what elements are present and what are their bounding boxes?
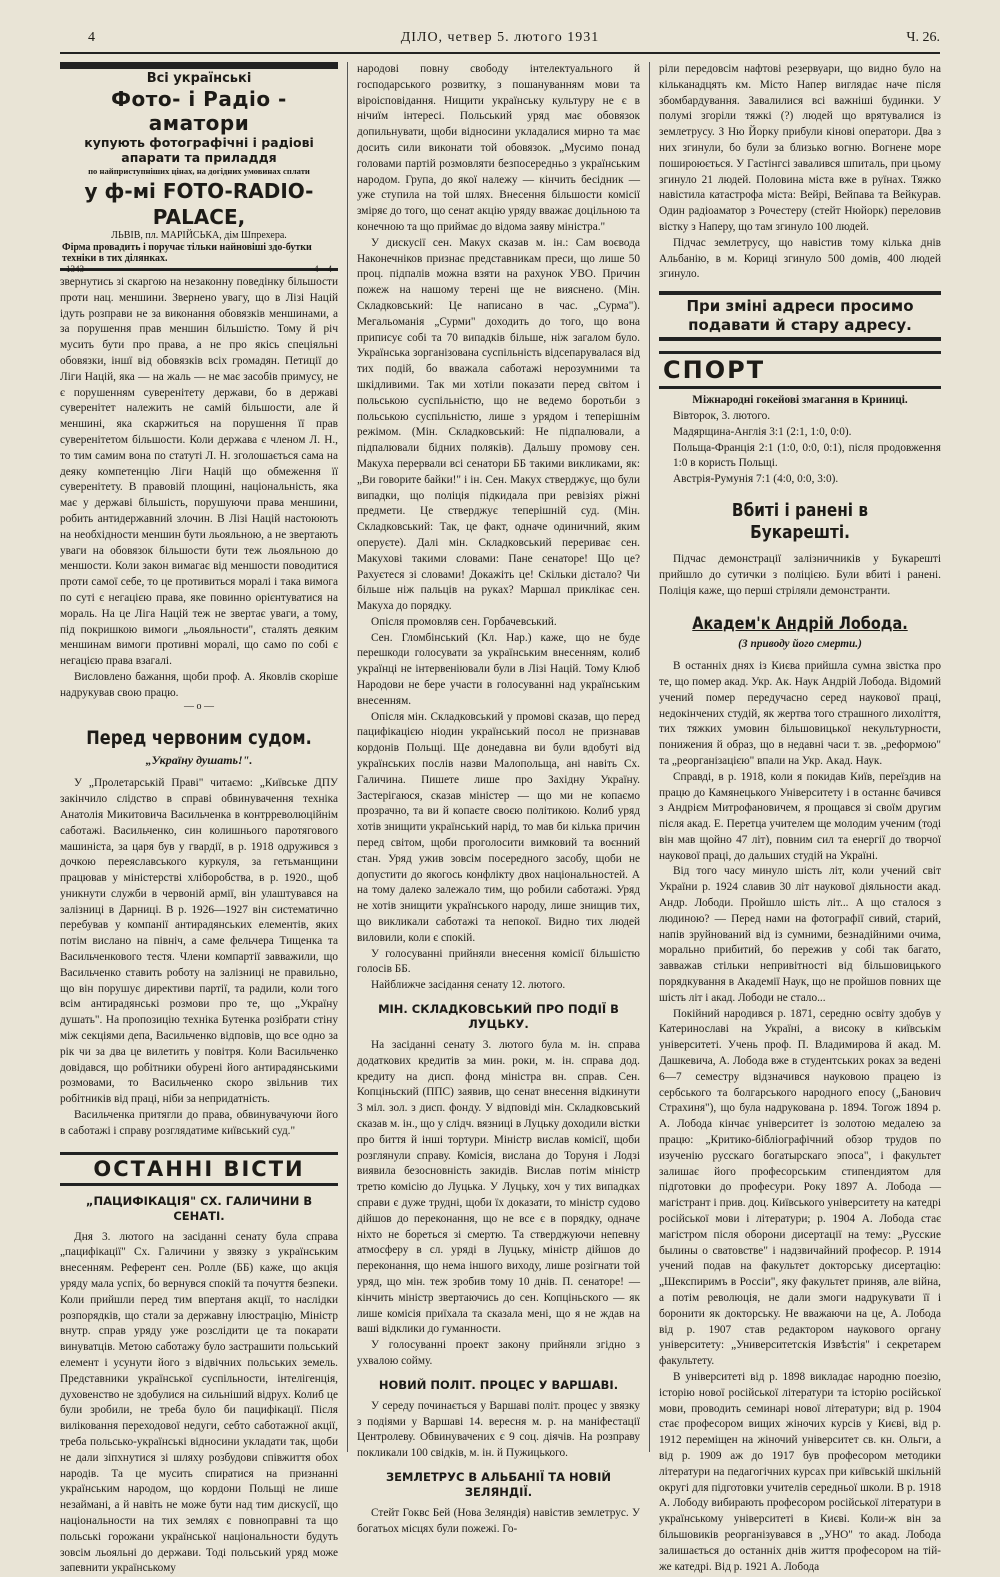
article-paragraph: У „Пролетарській Праві" читаємо: „Київське ДПУ закінчило слідство в справі обвинувачення техніка Анатолія Микитовича Васильченка в контрреволюційнім саботажі. Васильченко, син колишнього паротягового машиніста, за царя був у гвардії, в р. 1918 одружився з дочкою переяславського куркуля, за гетьманщини працював у міністерстві хліборобства, в р. 1920., щоб уникнути служби в червоній армії, він улаштувався на залізниці в Дарниці. В р. 1926—1927 він систематично перебував у компанії антирадянських елементів, яких потім виcлано на північ, а саме фельчера Тищенка та Васильченкового тестя. Члени компартії завважили, що Васильченко ставить роботу на залізниці не правильно, що він порушує директиви партії, та радили, коли того всім антирадянські розмови про те, що „Україну душать". На пропозицію техніка Бутенка розібрати стіну між секціями депа, Васильченко відповів, що все одно за рік чи за два це вилетить у повітря. Коли Васильченко довідався, що робітники обурені його антирадянськими розмовами, то Васильченко скоро звільнив тих робітників від праці, ніби за непридатність. <box>60 777 338 1106</box>
article-paragraph: Опісля промовляв сен. Горбачевський. <box>371 615 557 628</box>
column-2 <box>357 62 640 1535</box>
article-paragraph: Опісля мін. Складковський у промові сказав, що перед пацифікацією ніодин український посол не признавав кордонів Польщі. Ще донедавна ви були вдобуті від українських послів назви Малопольща, ані навіть Сх. Галичина. Пишете лише про Західну Україну. Застерігаюся, сказав міністер — що ми не копаємо прозрачно, та ви й копаєте своєю політикою. Колиб уряд хотів знищити український нарід, то мав би кілька причин перед світом, щоби проголосити вимковий та воєнний стан. Уряд ужив зовсім посередного засобу, щоби не допустити до якогось конфлікту двох національностей. А на тому далеко залежало тим, що робили саботажі. Уряд не хотів знищити українського народу, лише знищив тих, що викликали саботажі та непокої. Видно тих людей виловили, коли є спокій. <box>357 710 640 944</box>
column-1 <box>60 62 338 1575</box>
article-paragraph: Стейт Гоквс Бей (Нова Зеляндія) навістив землетрус. У богатьох місцях були пожежі. Го- <box>357 1506 640 1535</box>
article-paragraph: Дня 3. лютого на засіданні сенату була справа „пацифікації" Сх. Галичини у звязку з українським внесенням. Референт сен. Ролле (ББ) каже, що акція уряду мала успіх, бо вернувся спокій та почуття безпеки. Коли прийшли перед тим впертаня акції, то наслідки розпорядків, що стали за державну ілюстрацію, Міністр внутр. справ уряду уже розслідити це та покарати винуватців. Метою саботажу було застрашити польський елемент і усунути його з відвічних польських земель. Представники української суспільности, інтелігенція, духовенство не здобулися на сильніший відрух. Колиб це були зробили, не треба було би пацифікації. Після виліковання переходової недуги, себто саботажної акції, треба польсько-українські відносини укладати так, щоби не дали зіпхнутися зі шляху розбудови співжиття обох народів. Та це мусить спиратися на признанні українським народом, що кордони Польщі не лише незаймані, а й навіть не може бути над тим дискусії, що національности на тих землях є повноправні та що польські горожани української національности будуть зовсім льояльні до держави. Тоді польський уряд може запевнити українському <box>60 1230 338 1575</box>
article-paragraph: Підчас землетрусу, що навістив тому кілька днів Альбанію, в м. Кориці згинуло 500 домів, 400 людей згинуло. <box>659 236 941 281</box>
column-divider <box>649 62 650 1452</box>
section-heading: СПОРТ <box>659 351 941 389</box>
article-headline: „ПАЦИФІКАЦІЯ" СХ. ГАЛИЧИНИ В СЕНАТІ. <box>85 1193 313 1223</box>
ad-number: 4—4 <box>314 264 332 274</box>
article-paragraph: Покійний народився р. 1871, середню освіту здобув у Катеринославі на Україні, а високу в київськім університеті. Учень проф. П. Владимирова й акад. М. Дашкевича, А. Лобода вже в студентських роках за ведені 6—7 семестру відзначився науковою працею із сербського та болгарського народного епосу („Банович Страхиня"), що була надрукована р. 1894. Тогож 1894 р. А. Лобода кінчає університет із золотою медалею за працю: „Критико-бібліографічний обзор трудов по изученію русскаго богатырскаго эпоса", і факультет залишає його професорським стипендиятом для підготовки до професури. Року 1897 А. Лобода — магістрант і прив. доц. Київського університету на катедрі російської мови і літератури; р. 1904 А. Лобода стає магістром після оборони дисертації на тему: „Русские былины о сватовстве" і надзвичайний професор. Р. 1914 учений подав на факультет докторську дисертацію: „Шекспиримъ в Россіи", яку факультет приняв, але війна, а потім революція, не дали змоги надрукувати її і боронити як докторську. Не вважаючи на це, А. Лобода від р. 1907 став редактором наукового органу університету: „Университетскія Извѣстія" і секретарем факультету. <box>659 1007 941 1368</box>
address-notice: При зміні адреси просимо подавати й стару адресу. <box>659 291 941 341</box>
article-headline: Вбиті і ранені в Букарешті. <box>731 499 869 543</box>
article-subheadline: „Україну душать!". <box>145 752 253 767</box>
article-paragraph: звернутись зі скаргою на незаконну поведінку більшости проти нац. меншини. Звернено увагу, що в Лізі Націй ідуть розправи не за виконання обовязків меншинами, а за порушення прав меншин більшістю. Тому й річ мусить бути про права, а не про якісь спеціяльні обовязки, іншї від обовязків всіх громадян. Петиції до Ліги Націй, яка — на жаль — не має засобів примусу, не є порушенням суверенітету держави, бо в державі суверенітет належить не самій більшости, але й меншині, яка скаржиться на порушення її прав суверенітетом більшости. Коли держава є членом Л. Н., то тим самим вона по статуті Л. Н. зголошається сама на деяку компетенцію Ліги Націй що обмеження її суверенітету. В правовій площині, національність, яка має у державі більшість, порушуючи права меншини, робить антидержавний злочин. В Лізі Націй настоюють на необхідности меншин бути льояльною, а не звертають уваги на обовязок більшости бути теж льояльною до меншости. Коли закон вимагає від меншости поводитися проти самої себе, то це противиться моралі і така вимога по суті є негацією права, яке повинно орієнтуватися на мораль. На це Ліга Націй теж не звертає уваги, а тому, під покришкою вимоги „льояльности", сталять деяким меншинам вимоги противні моралі, що само по собі є негацією права взагалі. <box>60 276 338 668</box>
issue-number: Ч. 26. <box>906 30 940 45</box>
ad-headline: Фото- і Радіо - аматори <box>111 87 287 135</box>
match-date: Вівторок, 3. лютого. <box>673 409 771 422</box>
ad-firm-name: у ф-мі FOTO-RADIO-PALACE, <box>84 179 314 229</box>
article-subheadline: (З приводу його смерти.) <box>738 638 862 651</box>
article-headline: ЗЕМЛЕТРУС В АЛЬБАНІЇ ТА НОВІЙ ЗЕЛЯНДІЇ. <box>385 1469 612 1499</box>
match-result: Мадярщина-Англія 3:1 (2:1, 1:0, 0:0). <box>673 425 852 438</box>
article-headline: МІН. СКЛАДКОВСЬКИЙ ПРО ПОДІЇ В ЛУЦЬКУ. <box>378 1002 619 1032</box>
ad-line: купують фотографічні і радіові апарати та приладдя <box>84 135 314 165</box>
article-paragraph: ріли передовсім нафтові резервуари, що видно було на кільканадцять км. Місто Напер виглядає наче після збомбардування. Завалилися всі важніші будинки. У полумі згоріли тяжкі (?) людей що врятувалися із землетрусу. З Ню Йорку прибули кінові оператори. Два з них згинули, бо були за близько вогню. Вогнене море пошироюється. У Гастінгсі завалився шпиталь, при цьому згинуло 21 людей. Половина міста вже в руїнах. Тяжко навістила катастрофа міста: Вейрі, Вейпава та Вейкурав. Один радіоаматор з Рочестеру (стейт Нюйорк) переловив вістку з Наперу, що там згинуло 100 людей. <box>659 63 941 233</box>
header-rule <box>60 52 940 54</box>
article-headline: Перед червоним судом. <box>86 726 312 749</box>
article-paragraph: В останніх днях із Києва прийшла сумна звістка про те, що помер акад. Укр. Ак. Наук Андрій Лобода. Відомий учений помер передучасно серед наукової праці, недокінчених студій, як жертва того страшного лихоліття, тих тяжких умовин більшовицької некультурности, понижения й образ, що в недавні часи т. зв. „реформою" та „реорганізацією" впали на Укр. Акад. Наук. <box>659 660 941 767</box>
article-headline: Академ'к Андрій Лобода. <box>692 614 908 635</box>
masthead: ДІЛО, четвер 5. лютого 1931 <box>400 30 600 45</box>
column-3 <box>659 62 941 1573</box>
ad-number: 1343 <box>66 264 84 274</box>
ad-line: Всі українські <box>146 71 252 86</box>
column-divider <box>347 62 348 1452</box>
match-result: Австрія-Румунія 7:1 (4:0, 0:0, 3:0). <box>673 473 839 486</box>
ad-line: Фірма провадить і поручає тільки найновіші здо-бутки техніки в тих ділянках. <box>62 242 312 264</box>
article-paragraph: Підчас демонстрації залізничників у Букарешті прийшло до сутички з поліцією. Були вбиті і ранені. Поліція каже, що перші стріляли демонстранти. <box>659 552 941 597</box>
article-paragraph: Сен. Гломбінський (Кл. Нар.) каже, що не буде перешкоди голосувати за українським внесенням, колиб українці не інтервеніювали були в Лізі Націй. Тому Клюб Народови не бере участи в голосуванні над українським внесенням. <box>357 631 640 707</box>
match-result: Польща-Франція 2:1 (1:0, 0:0, 0:1), після продовження 1:0 в користь Польщі. <box>673 441 941 470</box>
article-paragraph: Від того часу минуло шість літ, коли учений світ України р. 1924 славив 30 літ наукової діяльности акад. Андр. Лободи. Пройшло шість літ... А що сталося з людиною? — Перед нами на фотографії сивий, старий, напів зруйнований від із сумними, безнадійними очима, морально прибитий, бо пережив у собі так багато, завважав стільки непривітності від більшовицького порядкування в Академії Наук, що не пройшов повних ще шість літ і акад. Лободи не стало... <box>659 865 941 1004</box>
article-paragraph: Висловлено бажання, щоби проф. А. Яковлів скоріше надрукував свою працю. <box>60 670 338 699</box>
article-headline: Міжнародні гокейові змагання в Криниці. <box>692 394 908 407</box>
page-number: 4 <box>88 30 95 45</box>
article-paragraph: У дискусії сен. Макух сказав м. ін.: Сам воєвода Наконечніков признає представникам преси, що лише 50 проц. підпалів можна взяти на рахунок УВО. Причин пожеж на нашому терені ще не виясненo. (Мін. Складковський: Це написано в час. „Сурма"). Мегальоманія „Сурми" доходить до того, що вона приписує собі та 70 випадків більше, ніж загалом було. Українська зорганізована суспільність відсепарувалася від тих подій, бо вважала саботажі нерозумними та шкідливими. Так ми хотіли показати перед світом і польською суспільністю, що не ведемо боротьби з польською суспільністю, лише з урядом і теперішнім режімом. (Мін. Складковський: Не підпалювали, а підпалювали бідних поляків). Дальшу промову сен. Макуха перервали всі сенатори ББ такими викликами, як: „Ви говорите байки!" і ін. Сен. Макух стверджує, що були випадки, що поліція підкидала при ревізіях ріжні предмети. Це стверджує теперішній суд. (Мін. Складковський: Так, це факт, одначе одиничний, яким оперуєте). Далі мін. Складковський перериває сен. Макухові такими словами: Пане сенаторе! Що це? Рахуєтеся зі словами! Докажіть це! Скільки дістало? Чи більше ніж пальців на руках? Маршал приклікає сен. Макуха до порядку. <box>357 236 640 613</box>
page-header <box>60 30 940 52</box>
ad-address: ЛЬВІВ, пл. МАРІЙСЬКА, дім Шпрехера. <box>111 230 287 241</box>
ad-line: по найприступніших цінах, на догідних умовинах сплати <box>88 166 310 176</box>
article-paragraph: В університеті від р. 1898 викладає народню поезію, історію нової російської літератури та історію російської мови, проводить семинарі нової літератури; від р. 1904 стає професором вищих жіночих курсів у Києві, від р. 1912 переміщен на жіночий університет св. кн. Ольги, а від р. 1909 аж до 1917 був професором методики літератури на педагогічних курсах при київській шкільній округі для підготовки учителів середньої школи. В р. 1918 А. Лободу вибирають професором російської літератури в українському університеті в Києві. Коли-ж він за більшовиків реорганізувався в „УНО" то акад. Лобода залишається до останніх днів життя професором на тій-же катедрі. Від р. 1921 А. Лобода <box>659 1370 941 1573</box>
advertisement <box>60 62 338 274</box>
section-heading: ОСТАННІ ВІСТИ <box>60 1152 338 1186</box>
article-paragraph: На засіданні сенату 3. лютого була м. ін. справа додаткових кредитів за мин. роки, м. ін. справа дод. кредиту на дисп. фонд міністра вн. справ. Сен. Копціньский (ППС) заявив, що сенат внесення відкинути 3 міл. зол. з дисп. фонду. У відповіді мін. Складковський сказав м. ін., що у слідч. вязниці в Луцьку доходили вістки про биття й інші тортури. Міністр вислав комісії, щоби розглянули справу. Комісія, вислана до Торуня і Лодзі виявила безосновність закидів. Вислав потім міністр третю комісію до Луцька. У Луцьку, хоч у тих випадках справи є дуже трудні, щоби їх доказати, то міністр судово дійшов до переконання, що не все є в порядку, одначе ніхто не бореться зі смертю. Та стверджуючи непевну атмосферу в сл. уряді в Луцьку, міністр дійшов до переконання, що нема іншого виходу, лише розігнати той уряд, що мін. теж зробив тому 10 днів. П. сенаторе! — кінчить міністр звертаючись до сен. Копціньского — як лише комісія приїхала та сказала мені, що я не ждав на ваші відклики до гуманности. <box>357 1039 640 1336</box>
article-paragraph: У голосуванні прийняли внесення комісії більшістю голосів ББ. <box>357 947 640 976</box>
ad-numbers <box>60 264 338 274</box>
article-paragraph: У середу починається у Варшаві політ. процес у звязку з подіями у Варшаві 14. вересня м. р. на маніфестації Центролеву. Обвинувачених є 9 соц. діячів. На розправу покликали 100 свідків, м. ін. й Пужицького. <box>357 1399 640 1460</box>
article-paragraph: народові повну свободу інтелектуального й господарського розвитку, з пошануванням мови та віроісповідання. Нищити українську культуру не є в нічиїм інтересі. Польський уряд має обовязок допильнувати, щоби відносини укладалися мирно та має досить сили виконати той обовязок. „Мусимо понад головами партій розмовляти безпосередньо з українським народом. Група, до якої належу — кінчить бесідник — уже ступила на той шлях. Внесення більшости комісії зміряє до того, що сенат акцію уряду вважає доцільною та конечною та що приймає до відома заяву міністра." <box>357 63 640 233</box>
article-headline: НОВИЙ ПОЛІТ. ПРОЦЕС У ВАРШАВІ. <box>378 1377 619 1392</box>
article-paragraph: Справді, в р. 1918, коли я покидав Київ, переїздив на працю до Камянецького Університету і в останнє бачився з Андрієм Митрофановичем, я прощався зі своїм другим після акад. Е. Перетца учителем ще молодим ученим (тоді він мав щойно 47 літ), повним сил та енергії до творчої наукової праці, до дальших студій на Україні. <box>659 770 941 862</box>
article-paragraph: Васильченка притягли до права, обвинувачуючи його в саботажі і справу розглядатиме київський суд." <box>60 1109 338 1137</box>
divider-ornament: — o — <box>184 700 214 712</box>
article-paragraph: У голосуванні проект закону прийняли згідно з ухвалою сойму. <box>357 1339 640 1367</box>
article-paragraph: Найближче засідання сенату 12. лютого. <box>371 979 566 992</box>
